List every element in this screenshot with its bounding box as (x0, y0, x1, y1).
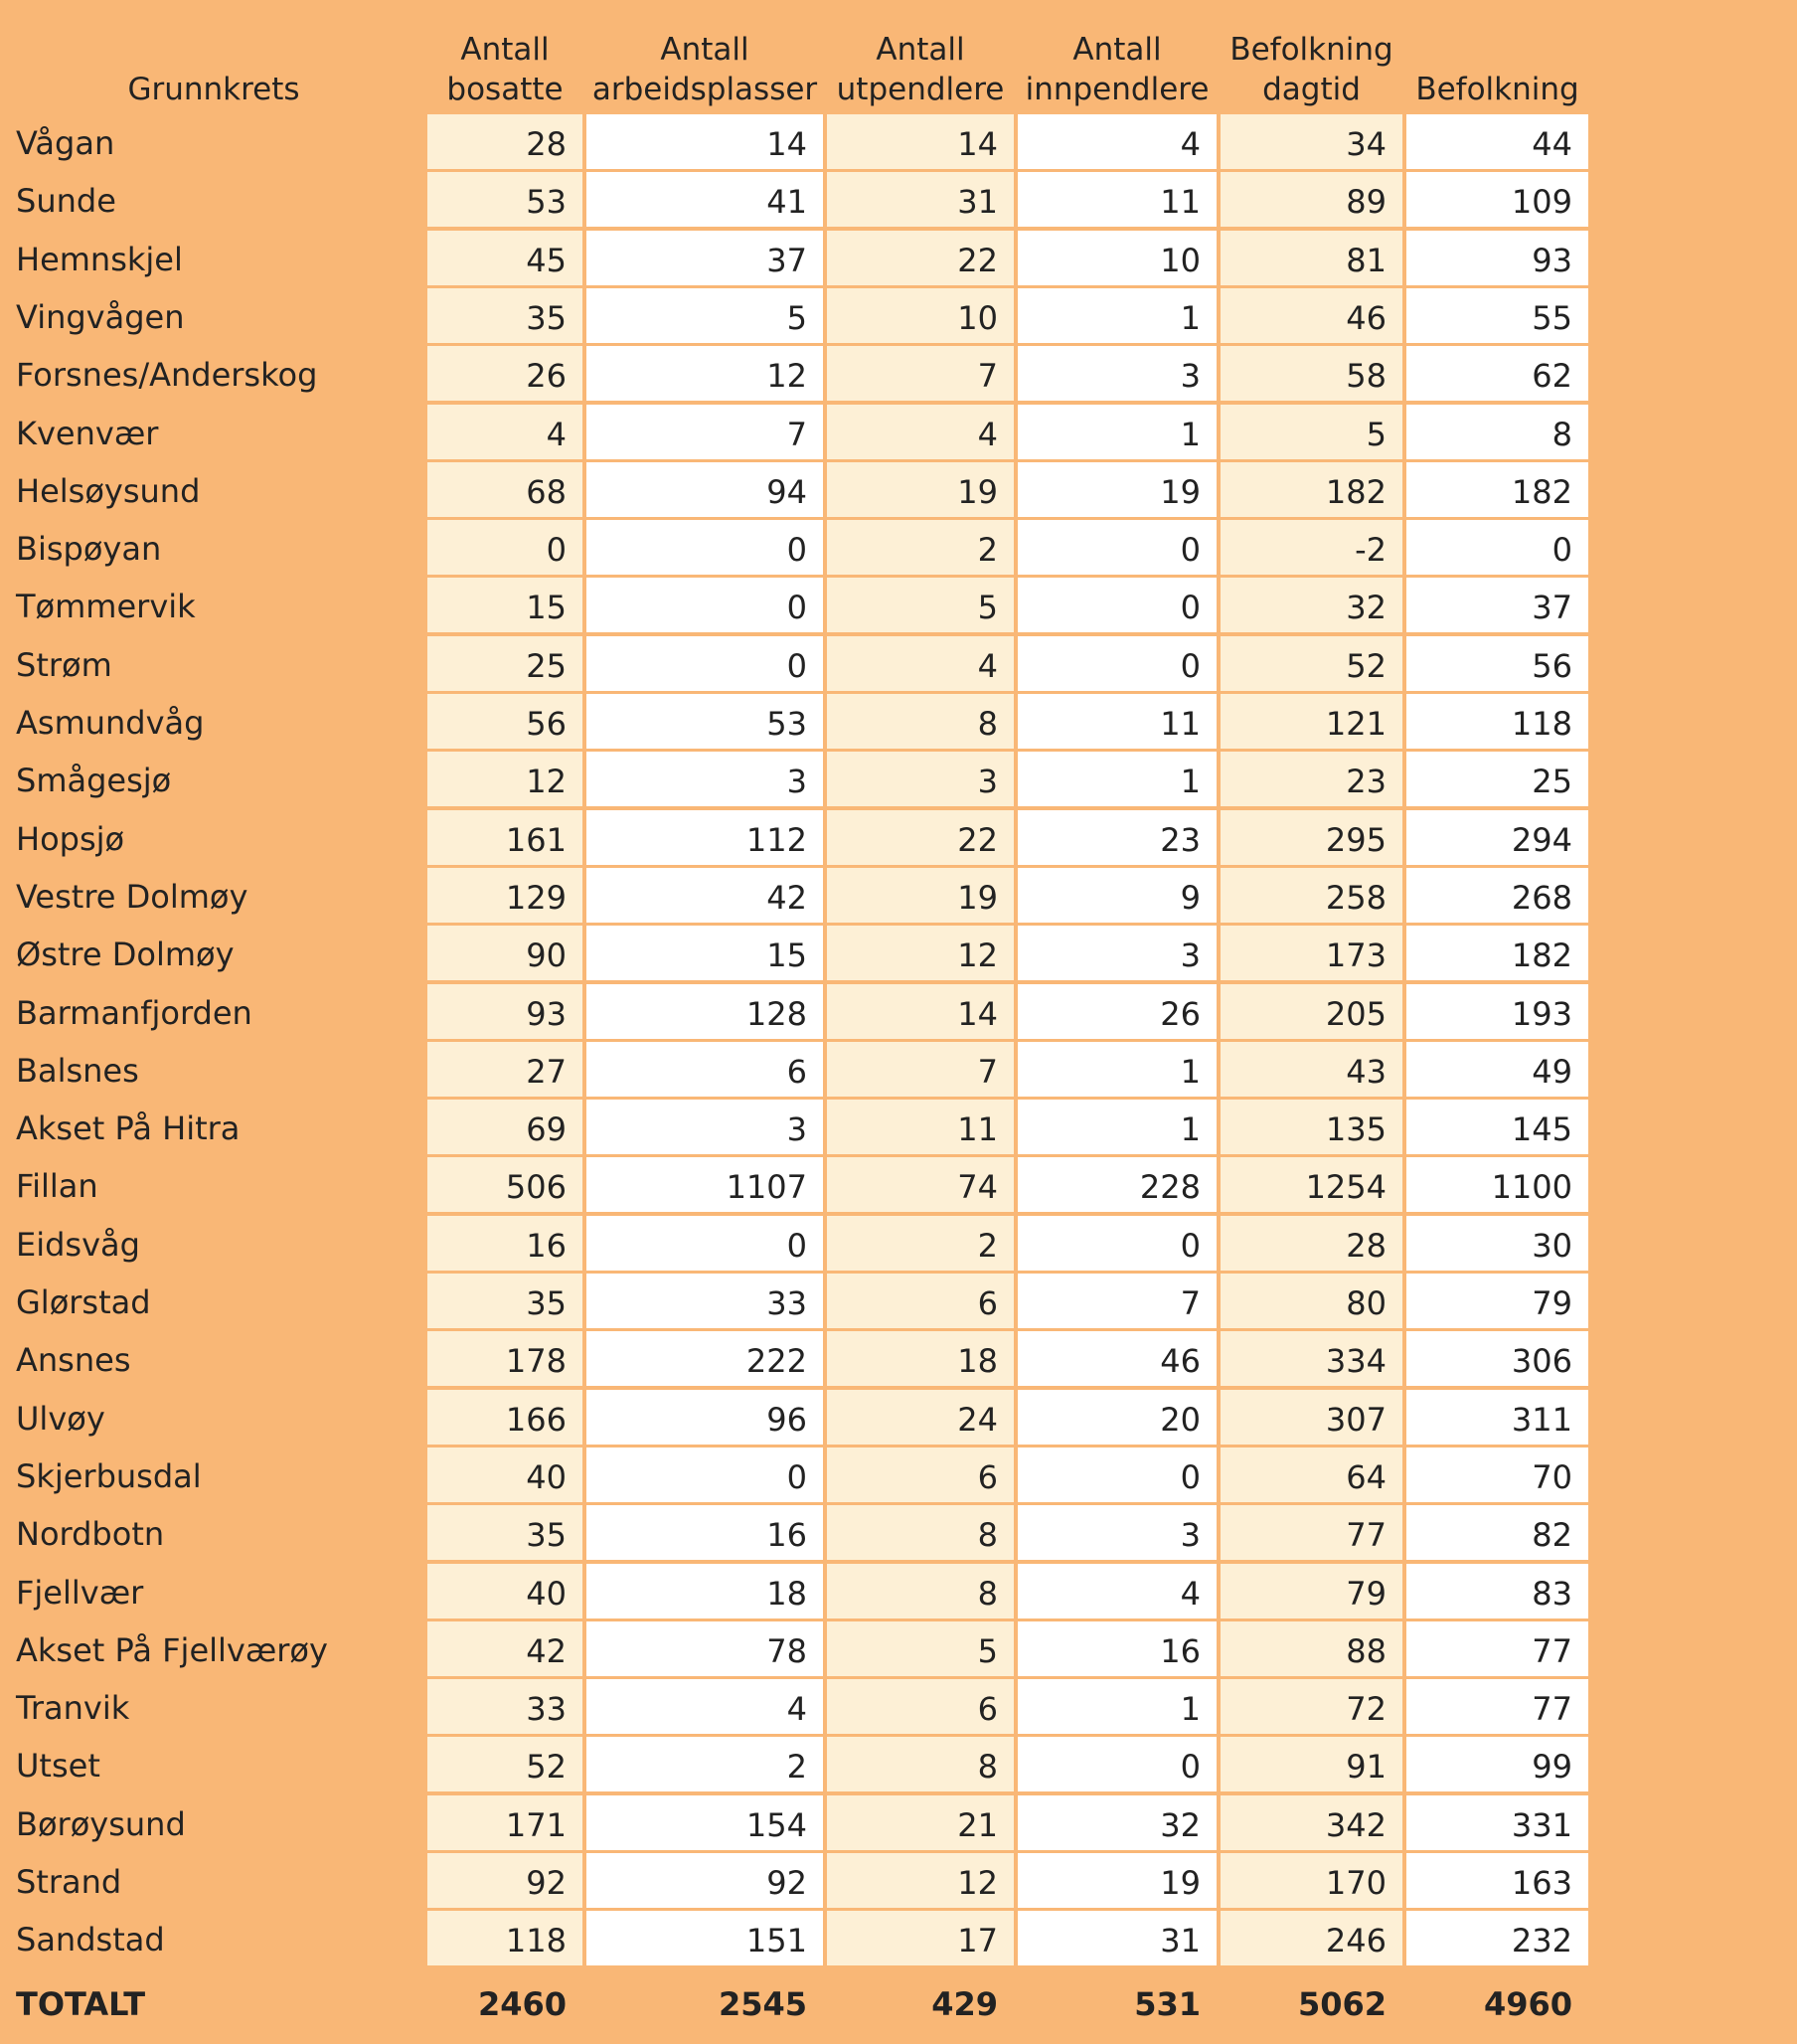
table-cell-antall-arbeidsplasser: 41 (586, 172, 823, 227)
row-name: Bispøyan (16, 530, 162, 568)
table-cell-antall-arbeidsplasser: 14 (586, 114, 823, 169)
table-cell-antall-arbeidsplasser: 0 (586, 1216, 823, 1271)
row-name: Smågesjø (16, 762, 172, 799)
table-cell-antall-bosatte: 28 (427, 114, 582, 169)
row-name: Strand (16, 1863, 122, 1901)
table-cell-antall-innpendlere: 0 (1018, 1448, 1217, 1502)
row-name: Kvenvær (16, 415, 159, 452)
table-cell-antall-bosatte: 52 (427, 1737, 582, 1791)
table-cell-antall-innpendlere: 31 (1018, 1911, 1217, 1965)
table-row (0, 405, 1590, 459)
table-cell-antall-arbeidsplasser: 112 (586, 810, 823, 865)
table-cell-befolkning-dagtid: 307 (1221, 1390, 1402, 1445)
table-cell-befolkning: 62 (1406, 346, 1588, 401)
table-cell-antall-utpendlere: 8 (827, 694, 1014, 749)
row-name: Tranvik (16, 1689, 130, 1727)
table-cell-antall-utpendlere: 2 (827, 1216, 1014, 1271)
table-cell-antall-utpendlere: 6 (827, 1274, 1014, 1328)
table-cell-antall-bosatte: 0 (427, 520, 582, 575)
table-cell-antall-bosatte: 53 (427, 172, 582, 227)
row-name: Ulvøy (16, 1400, 105, 1438)
table-cell-befolkning-dagtid: 34 (1221, 114, 1402, 169)
table-row (0, 288, 1590, 343)
table-cell-befolkning-dagtid: 170 (1221, 1853, 1402, 1908)
table-cell-befolkning-dagtid: 135 (1221, 1100, 1402, 1154)
table-cell-antall-utpendlere: 4 (827, 405, 1014, 459)
row-name: Strøm (16, 646, 112, 684)
table-row (0, 694, 1590, 749)
table-cell-befolkning: 311 (1406, 1390, 1588, 1445)
table-row (0, 231, 1590, 285)
table-row (0, 346, 1590, 401)
table-cell-befolkning: 118 (1406, 694, 1588, 749)
table-row (0, 1853, 1590, 1908)
table-row (0, 1216, 1590, 1271)
table-cell-antall-bosatte: 161 (427, 810, 582, 865)
table-row (0, 926, 1590, 980)
row-name: Helsøysund (16, 472, 201, 510)
table-cell-befolkning-dagtid: 80 (1221, 1274, 1402, 1328)
table-cell-antall-arbeidsplasser: 15 (586, 926, 823, 980)
table-cell-antall-bosatte: 166 (427, 1390, 582, 1445)
table-cell-antall-bosatte: 35 (427, 288, 582, 343)
table-cell-antall-innpendlere: 10 (1018, 231, 1217, 285)
table-cell-antall-bosatte: 56 (427, 694, 582, 749)
table-cell-antall-bosatte: 42 (427, 1621, 582, 1676)
table-cell-antall-bosatte: 506 (427, 1157, 582, 1212)
table-cell-antall-arbeidsplasser: 5 (586, 288, 823, 343)
table-cell-befolkning-dagtid: 28 (1221, 1216, 1402, 1271)
table-cell-antall-arbeidsplasser: 37 (586, 231, 823, 285)
table-cell-antall-utpendlere: 11 (827, 1100, 1014, 1154)
table-cell-befolkning-dagtid: 91 (1221, 1737, 1402, 1791)
table-cell-antall-innpendlere: 3 (1018, 346, 1217, 401)
table-cell-antall-arbeidsplasser: 18 (586, 1564, 823, 1618)
table-cell-befolkning: 56 (1406, 636, 1588, 691)
table-cell-befolkning-dagtid: 88 (1221, 1621, 1402, 1676)
table-cell-antall-bosatte: 45 (427, 231, 582, 285)
table-cell-befolkning: 83 (1406, 1564, 1588, 1618)
row-name: Vågan (16, 124, 115, 162)
table-cell-befolkning: 49 (1406, 1042, 1588, 1097)
table-cell-befolkning: 70 (1406, 1448, 1588, 1502)
row-name: Akset På Fjellværøy (16, 1631, 328, 1669)
table-cell-befolkning: 163 (1406, 1853, 1588, 1908)
row-name: Børøysund (16, 1805, 186, 1843)
table-cell-befolkning-dagtid: 205 (1221, 984, 1402, 1039)
table-cell-befolkning-dagtid: 295 (1221, 810, 1402, 865)
row-name: Eidsvåg (16, 1226, 140, 1264)
table-cell-antall-bosatte: 35 (427, 1274, 582, 1328)
table-row (0, 1621, 1590, 1676)
table-cell-antall-innpendlere: 1 (1018, 288, 1217, 343)
row-name: Asmundvåg (16, 704, 205, 742)
table-row (0, 1679, 1590, 1734)
table-cell-antall-arbeidsplasser: 7 (586, 405, 823, 459)
table-cell-antall-innpendlere: 1 (1018, 1100, 1217, 1154)
table-cell-antall-arbeidsplasser: 94 (586, 462, 823, 517)
column-header-befolkning-dagtid: Befolkning dagtid (1229, 32, 1393, 107)
table-row (0, 1390, 1590, 1445)
table-cell-antall-utpendlere: 12 (827, 926, 1014, 980)
table-row (0, 1737, 1590, 1791)
table-cell-befolkning: 44 (1406, 114, 1588, 169)
table-cell-befolkning-dagtid: 258 (1221, 868, 1402, 923)
table-row (0, 1274, 1590, 1328)
table-cell-antall-utpendlere: 4 (827, 636, 1014, 691)
table-cell-befolkning: 77 (1406, 1621, 1588, 1676)
table-cell-befolkning: 0 (1406, 520, 1588, 575)
table-cell-befolkning-dagtid: -2 (1221, 520, 1402, 575)
table-cell-befolkning: 1100 (1406, 1157, 1588, 1212)
table-cell-antall-arbeidsplasser: 16 (586, 1505, 823, 1560)
table-cell-antall-arbeidsplasser: 2 (586, 1737, 823, 1791)
table-cell-antall-arbeidsplasser: 3 (586, 1100, 823, 1154)
table-row (0, 1042, 1590, 1097)
table-cell-antall-utpendlere: 31 (827, 172, 1014, 227)
table-cell-antall-innpendlere: 26 (1018, 984, 1217, 1039)
table-cell-antall-innpendlere: 1 (1018, 1042, 1217, 1097)
total-label: TOTALT (16, 1985, 146, 2023)
table-cell-befolkning: 232 (1406, 1911, 1588, 1965)
table-cell-antall-utpendlere: 5 (827, 1621, 1014, 1676)
table-cell-antall-bosatte: 12 (427, 752, 582, 806)
table-cell-antall-arbeidsplasser: 151 (586, 1911, 823, 1965)
table-cell-antall-innpendlere: 19 (1018, 462, 1217, 517)
total-cell-befolkning-dagtid: 5062 (1297, 1985, 1387, 2023)
table-cell-antall-innpendlere: 0 (1018, 1737, 1217, 1791)
table-row (0, 868, 1590, 923)
table-cell-befolkning: 8 (1406, 405, 1588, 459)
table-row (0, 752, 1590, 806)
table-cell-antall-innpendlere: 23 (1018, 810, 1217, 865)
table-cell-antall-innpendlere: 4 (1018, 1564, 1217, 1618)
table-row (0, 1795, 1590, 1850)
table-cell-antall-arbeidsplasser: 42 (586, 868, 823, 923)
column-header-antall-innpendlere: Antall innpendlere (1025, 32, 1210, 107)
total-cell-antall-utpendlere: 429 (931, 1985, 998, 2023)
table-cell-antall-innpendlere: 0 (1018, 1216, 1217, 1271)
row-name: Ansnes (16, 1341, 131, 1379)
table-cell-antall-bosatte: 68 (427, 462, 582, 517)
table-cell-befolkning: 145 (1406, 1100, 1588, 1154)
table-cell-antall-innpendlere: 7 (1018, 1274, 1217, 1328)
row-name: Fillan (16, 1167, 98, 1205)
table-cell-antall-innpendlere: 3 (1018, 1505, 1217, 1560)
table-cell-antall-utpendlere: 14 (827, 984, 1014, 1039)
table-row (0, 172, 1590, 227)
table-cell-befolkning-dagtid: 121 (1221, 694, 1402, 749)
table-cell-befolkning-dagtid: 1254 (1221, 1157, 1402, 1212)
table-row (0, 578, 1590, 632)
table-cell-antall-utpendlere: 3 (827, 752, 1014, 806)
table-row (0, 114, 1590, 169)
table-cell-antall-bosatte: 15 (427, 578, 582, 632)
row-name: Fjellvær (16, 1574, 144, 1612)
table-cell-antall-arbeidsplasser: 33 (586, 1274, 823, 1328)
table-cell-antall-bosatte: 26 (427, 346, 582, 401)
row-name: Skjerbusdal (16, 1457, 202, 1495)
table-cell-antall-utpendlere: 7 (827, 1042, 1014, 1097)
table-cell-antall-utpendlere: 22 (827, 810, 1014, 865)
row-name: Hemnskjel (16, 241, 183, 278)
table-cell-antall-utpendlere: 74 (827, 1157, 1014, 1212)
table-cell-befolkning-dagtid: 64 (1221, 1448, 1402, 1502)
table-cell-antall-utpendlere: 6 (827, 1679, 1014, 1734)
table-cell-antall-utpendlere: 17 (827, 1911, 1014, 1965)
table-row (0, 520, 1590, 575)
table-cell-befolkning: 30 (1406, 1216, 1588, 1271)
table-cell-antall-innpendlere: 20 (1018, 1390, 1217, 1445)
table-cell-befolkning: 182 (1406, 926, 1588, 980)
table-cell-antall-bosatte: 40 (427, 1564, 582, 1618)
table-cell-antall-bosatte: 33 (427, 1679, 582, 1734)
table-cell-antall-arbeidsplasser: 6 (586, 1042, 823, 1097)
table-cell-antall-arbeidsplasser: 128 (586, 984, 823, 1039)
total-row (0, 1976, 1590, 2032)
table-cell-befolkning: 193 (1406, 984, 1588, 1039)
table-cell-antall-bosatte: 35 (427, 1505, 582, 1560)
table-cell-antall-utpendlere: 7 (827, 346, 1014, 401)
table-row (0, 810, 1590, 865)
table-cell-antall-innpendlere: 16 (1018, 1621, 1217, 1676)
table-cell-antall-innpendlere: 9 (1018, 868, 1217, 923)
table-cell-antall-utpendlere: 6 (827, 1448, 1014, 1502)
table-cell-antall-bosatte: 90 (427, 926, 582, 980)
row-name: Vingvågen (16, 298, 185, 336)
table-cell-antall-utpendlere: 12 (827, 1853, 1014, 1908)
table-cell-befolkning: 99 (1406, 1737, 1588, 1791)
table-cell-antall-arbeidsplasser: 222 (586, 1331, 823, 1386)
total-cell-antall-arbeidsplasser: 2545 (718, 1985, 807, 2023)
table-cell-antall-innpendlere: 0 (1018, 636, 1217, 691)
table-cell-antall-innpendlere: 1 (1018, 1679, 1217, 1734)
table-cell-antall-bosatte: 118 (427, 1911, 582, 1965)
table-cell-befolkning: 182 (1406, 462, 1588, 517)
table-cell-antall-innpendlere: 32 (1018, 1795, 1217, 1850)
table-cell-befolkning: 294 (1406, 810, 1588, 865)
table-cell-befolkning: 82 (1406, 1505, 1588, 1560)
row-name: Sunde (16, 182, 116, 220)
table-cell-befolkning: 55 (1406, 288, 1588, 343)
table-cell-antall-innpendlere: 0 (1018, 578, 1217, 632)
table-cell-antall-bosatte: 129 (427, 868, 582, 923)
table-cell-antall-innpendlere: 3 (1018, 926, 1217, 980)
table-cell-befolkning: 79 (1406, 1274, 1588, 1328)
row-name: Barmanfjorden (16, 994, 252, 1032)
table-row (0, 1100, 1590, 1154)
table-cell-antall-arbeidsplasser: 53 (586, 694, 823, 749)
column-header-grunnkrets: Grunnkrets (127, 72, 300, 107)
table-cell-antall-innpendlere: 1 (1018, 752, 1217, 806)
column-header-antall-utpendlere: Antall utpendlere (836, 32, 1005, 107)
table-cell-antall-arbeidsplasser: 12 (586, 346, 823, 401)
table-cell-antall-arbeidsplasser: 1107 (586, 1157, 823, 1212)
table-cell-antall-arbeidsplasser: 4 (586, 1679, 823, 1734)
row-name: Sandstad (16, 1921, 165, 1959)
table-cell-befolkning-dagtid: 89 (1221, 172, 1402, 227)
table-cell-befolkning-dagtid: 32 (1221, 578, 1402, 632)
table-cell-antall-arbeidsplasser: 92 (586, 1853, 823, 1908)
table-cell-antall-bosatte: 69 (427, 1100, 582, 1154)
row-name: Forsnes/Anderskog (16, 356, 318, 394)
table-cell-befolkning-dagtid: 182 (1221, 462, 1402, 517)
row-name: Balsnes (16, 1052, 139, 1090)
table-cell-befolkning-dagtid: 72 (1221, 1679, 1402, 1734)
table-cell-antall-arbeidsplasser: 154 (586, 1795, 823, 1850)
table-cell-befolkning-dagtid: 58 (1221, 346, 1402, 401)
table-cell-befolkning: 109 (1406, 172, 1588, 227)
table-cell-befolkning-dagtid: 173 (1221, 926, 1402, 980)
table-row (0, 462, 1590, 517)
table-cell-antall-arbeidsplasser: 96 (586, 1390, 823, 1445)
row-name: Hopsjø (16, 820, 125, 858)
table-row (0, 984, 1590, 1039)
table-cell-antall-utpendlere: 8 (827, 1564, 1014, 1618)
row-name: Utset (16, 1747, 100, 1785)
column-header-befolkning: Befolkning (1415, 72, 1579, 107)
table-cell-befolkning: 25 (1406, 752, 1588, 806)
table-cell-antall-innpendlere: 1 (1018, 405, 1217, 459)
table-cell-befolkning: 331 (1406, 1795, 1588, 1850)
column-header-antall-arbeidsplasser: Antall arbeidsplasser (591, 32, 818, 107)
table-row (0, 1448, 1590, 1502)
table-row (0, 1564, 1590, 1618)
column-header-antall-bosatte: Antall bosatte (446, 32, 564, 107)
table-cell-antall-utpendlere: 5 (827, 578, 1014, 632)
table-cell-befolkning-dagtid: 52 (1221, 636, 1402, 691)
total-cell-antall-innpendlere: 531 (1134, 1985, 1201, 2023)
table-cell-antall-innpendlere: 4 (1018, 114, 1217, 169)
row-name: Vestre Dolmøy (16, 878, 248, 916)
table-cell-antall-utpendlere: 24 (827, 1390, 1014, 1445)
table-cell-antall-bosatte: 4 (427, 405, 582, 459)
table-row (0, 1911, 1590, 1965)
table-cell-antall-arbeidsplasser: 3 (586, 752, 823, 806)
total-cell-antall-bosatte: 2460 (477, 1985, 567, 2023)
table-cell-antall-utpendlere: 19 (827, 868, 1014, 923)
table-cell-antall-bosatte: 93 (427, 984, 582, 1039)
table-cell-antall-bosatte: 25 (427, 636, 582, 691)
table-cell-befolkning: 77 (1406, 1679, 1588, 1734)
table-cell-antall-utpendlere: 21 (827, 1795, 1014, 1850)
table-cell-befolkning-dagtid: 46 (1221, 288, 1402, 343)
table-cell-befolkning: 268 (1406, 868, 1588, 923)
table-cell-antall-utpendlere: 22 (827, 231, 1014, 285)
table-cell-antall-arbeidsplasser: 0 (586, 636, 823, 691)
table-cell-antall-bosatte: 92 (427, 1853, 582, 1908)
table-cell-befolkning-dagtid: 43 (1221, 1042, 1402, 1097)
table-cell-antall-utpendlere: 18 (827, 1331, 1014, 1386)
row-name: Akset På Hitra (16, 1109, 241, 1147)
table-cell-befolkning: 93 (1406, 231, 1588, 285)
table-cell-befolkning-dagtid: 5 (1221, 405, 1402, 459)
table-cell-befolkning-dagtid: 246 (1221, 1911, 1402, 1965)
table-cell-befolkning: 37 (1406, 578, 1588, 632)
table-cell-antall-bosatte: 171 (427, 1795, 582, 1850)
table-cell-befolkning-dagtid: 79 (1221, 1564, 1402, 1618)
table-cell-antall-innpendlere: 228 (1018, 1157, 1217, 1212)
table-row (0, 1505, 1590, 1560)
table-cell-antall-utpendlere: 8 (827, 1737, 1014, 1791)
row-name: Nordbotn (16, 1515, 165, 1553)
table-cell-antall-arbeidsplasser: 0 (586, 520, 823, 575)
table-row (0, 1157, 1590, 1212)
table-cell-befolkning-dagtid: 342 (1221, 1795, 1402, 1850)
total-cell-befolkning: 4960 (1483, 1985, 1572, 2023)
table-cell-antall-innpendlere: 0 (1018, 520, 1217, 575)
table-cell-antall-bosatte: 178 (427, 1331, 582, 1386)
row-name: Glørstad (16, 1283, 151, 1321)
table-cell-antall-innpendlere: 46 (1018, 1331, 1217, 1386)
table-cell-antall-utpendlere: 2 (827, 520, 1014, 575)
table-cell-antall-innpendlere: 19 (1018, 1853, 1217, 1908)
table-cell-antall-utpendlere: 14 (827, 114, 1014, 169)
table-row (0, 1331, 1590, 1386)
table-cell-antall-bosatte: 40 (427, 1448, 582, 1502)
table-cell-antall-utpendlere: 8 (827, 1505, 1014, 1560)
table-cell-antall-innpendlere: 11 (1018, 694, 1217, 749)
row-name: Østre Dolmøy (16, 936, 235, 973)
table-cell-antall-arbeidsplasser: 0 (586, 1448, 823, 1502)
table-cell-antall-bosatte: 27 (427, 1042, 582, 1097)
table-cell-befolkning-dagtid: 81 (1221, 231, 1402, 285)
table-cell-antall-utpendlere: 19 (827, 462, 1014, 517)
row-name: Tømmervik (16, 588, 196, 625)
table-cell-befolkning: 306 (1406, 1331, 1588, 1386)
table-cell-befolkning-dagtid: 334 (1221, 1331, 1402, 1386)
table-cell-befolkning-dagtid: 77 (1221, 1505, 1402, 1560)
table-cell-antall-innpendlere: 11 (1018, 172, 1217, 227)
table-cell-antall-arbeidsplasser: 78 (586, 1621, 823, 1676)
table-row (0, 636, 1590, 691)
table-cell-antall-utpendlere: 10 (827, 288, 1014, 343)
table-cell-antall-arbeidsplasser: 0 (586, 578, 823, 632)
table-cell-befolkning-dagtid: 23 (1221, 752, 1402, 806)
table-cell-antall-bosatte: 16 (427, 1216, 582, 1271)
